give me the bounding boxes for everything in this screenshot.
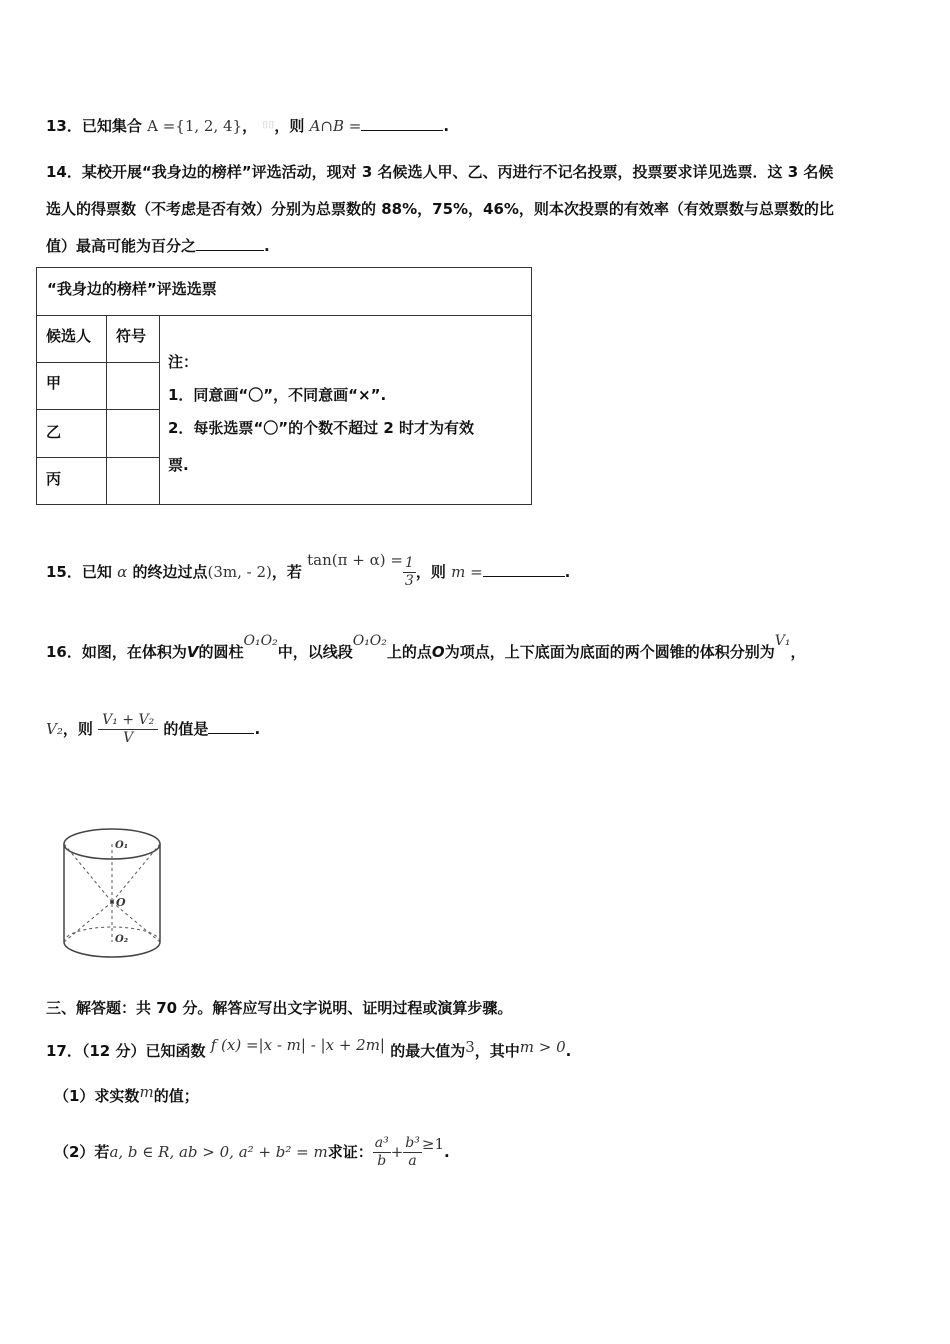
section-3-heading: 三、解答题：共 70 分。解答应写出文字说明、证明过程或演算步骤。: [46, 999, 513, 1017]
candidate-row-3: [37, 458, 107, 504]
q16-text2: 的圆柱: [198, 643, 244, 661]
note-2b: 票.: [168, 456, 189, 474]
cylinder-figure: [56, 820, 168, 970]
q17-mid: 的最大值为: [390, 1042, 466, 1060]
q16-answer-blank: [208, 719, 254, 734]
q17-part2-prove: 求证：: [327, 1143, 373, 1161]
q17-frac2-den: a: [408, 1153, 417, 1169]
q15-m-eq: m =: [451, 563, 483, 581]
candidate-row-2: [37, 410, 107, 458]
q15-frac-num: 1: [404, 555, 414, 571]
ballot-table: [36, 267, 532, 505]
symbol-row-2: [107, 410, 160, 458]
q14-end: .: [264, 237, 270, 255]
ballot-note-cell: [160, 316, 531, 504]
q15-mid: 的终边过点: [132, 563, 208, 581]
q14-line-3-text: 值）最高可能为百分之: [46, 237, 197, 255]
question-17: [46, 1035, 571, 1061]
q17-part1-label: （1）求实数: [54, 1087, 140, 1105]
question-15: [46, 542, 570, 590]
q14-line-1: 14．某校开展“我身边的榜样”评选活动，现对 3 名候选人甲、乙、丙进行不记名投票，投票要求详见选票．这 3 名候: [46, 163, 834, 181]
candidate-name: 丙: [46, 470, 62, 488]
q15-end: .: [564, 563, 571, 581]
q17-frac-2: [403, 1135, 422, 1170]
header-symbol: 符号: [116, 327, 147, 345]
q15-prefix: 已知: [81, 563, 112, 581]
q16-frac-num: V₁ + V₂: [98, 712, 158, 730]
q13-comma: ，: [242, 117, 258, 135]
q14-line-3: [46, 236, 270, 256]
q15-alpha: α: [117, 563, 128, 581]
q13-set-a: A ={1, 2, 4}: [147, 117, 243, 135]
q16-line-2: [46, 712, 260, 747]
cone-line-bottom-left: [64, 902, 112, 942]
q17-end2: .: [444, 1143, 450, 1161]
q17-frac-1: [373, 1135, 391, 1170]
symbol-row-1: [107, 363, 160, 410]
q16-text1: 如图，在体积为: [81, 643, 187, 661]
q17-points: （12 分）已知函数: [81, 1042, 206, 1060]
q17-function: f (x) =|x - m| - |x + 2m|: [210, 1036, 385, 1054]
q16-text4: 上的点: [386, 643, 432, 661]
q17-number: 17．: [46, 1042, 82, 1060]
q13-answer-blank: [361, 116, 443, 131]
q15-tan: tan(π + α) =: [307, 551, 403, 569]
q16-number: 16．: [46, 643, 82, 661]
q13-number: 13．: [46, 117, 82, 135]
cylinder-bottom-front-arc: [64, 942, 160, 957]
q16-end: .: [254, 720, 261, 738]
q16-v: V: [186, 643, 199, 661]
candidate-name: 甲: [46, 374, 62, 392]
label-o1: O₁: [115, 840, 129, 851]
q16-o1o2-b: O₁O₂: [352, 633, 387, 649]
q13-expr: A∩B =: [309, 117, 362, 135]
q16-comma: ，: [790, 643, 806, 661]
q16-fraction: [98, 712, 158, 747]
note-title: 注：: [168, 353, 199, 371]
header-candidate: 候选人: [46, 327, 92, 345]
q17-frac1-num: a³: [374, 1135, 389, 1151]
q17-frac2-num: b³: [405, 1135, 420, 1151]
q15-fraction: [403, 555, 416, 590]
q17-max: 3: [465, 1038, 475, 1056]
note-2a: 2．每张选票“〇”的个数不超过 2 时才为有效: [168, 419, 475, 437]
question-13: [46, 116, 449, 136]
q17-part-1: [54, 1082, 199, 1106]
candidate-row-1: [37, 363, 107, 410]
q17-end: .: [565, 1042, 572, 1060]
label-o: O: [116, 896, 126, 909]
q16-text3: 中，以线段: [277, 643, 353, 661]
q14-answer-blank: [196, 236, 264, 251]
q17-part1-tail: 的值；: [153, 1087, 199, 1105]
ballot-title-cell: [37, 268, 531, 316]
q17-plus: +: [390, 1143, 404, 1161]
q17-part1-m: m: [139, 1083, 154, 1101]
q16-tail: 的值是: [163, 720, 209, 738]
q14-line-2: 选人的得票数（不考虑是否有效）分别为总票数的 88%，75%，46%，则本次投票的有效率（有效票数与总票数的比: [46, 200, 834, 218]
note-1: 1．同意画“〇”，不同意画“×”.: [168, 386, 387, 404]
q15-then: ，则: [415, 563, 446, 581]
q17-inequality: ≥1: [421, 1135, 444, 1153]
q15-point: (3m, - 2): [207, 563, 272, 581]
q17-part2-label: （2）若: [54, 1143, 110, 1161]
q17-part2-condition: a, b ∈ R, ab > 0, a² + b² = m: [109, 1143, 328, 1161]
q17-frac1-den: b: [377, 1153, 387, 1169]
q15-frac-den: 3: [404, 573, 414, 589]
header-candidate-cell: [37, 316, 107, 363]
header-symbol-cell: [107, 316, 160, 363]
q17-condition: m > 0: [519, 1038, 566, 1056]
question-16: [46, 631, 805, 662]
q15-answer-blank: [483, 562, 565, 577]
q16-frac-den: V: [123, 730, 134, 746]
q15-if: ，若: [271, 563, 302, 581]
q17-where: ，其中: [474, 1042, 520, 1060]
q16-then: ，则: [62, 720, 93, 738]
q16-text5: 为项点，上下底面为底面的两个圆锥的体积分别为: [444, 643, 775, 661]
ballot-title: “我身边的榜样”评选选票: [47, 280, 217, 298]
q16-o1o2-a: O₁O₂: [243, 633, 278, 649]
q16-v2: V₂: [46, 720, 63, 738]
label-o2: O₂: [115, 934, 129, 945]
q13-then: ，则: [274, 117, 305, 135]
q15-number: 15．: [46, 563, 82, 581]
q13-garbled-image: ⌷⌷: [262, 120, 275, 131]
q17-part-2: [54, 1124, 450, 1172]
q16-o: O: [431, 643, 445, 661]
q13-prefix: 已知集合: [81, 117, 142, 135]
candidate-name: 乙: [46, 423, 62, 441]
q16-v1: V₁: [774, 633, 791, 649]
point-o: [110, 900, 114, 904]
symbol-row-3: [107, 458, 160, 504]
q13-end: .: [443, 117, 450, 135]
